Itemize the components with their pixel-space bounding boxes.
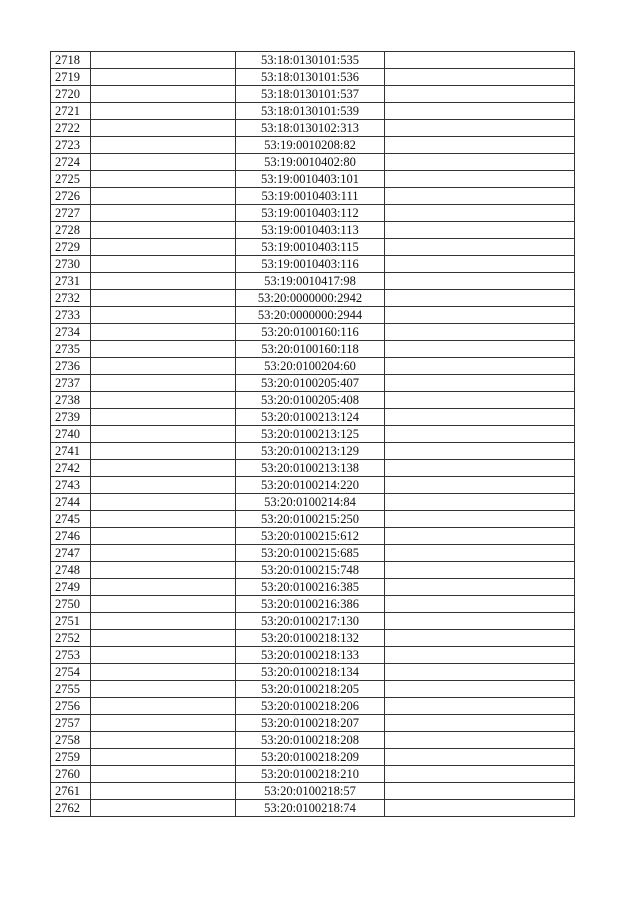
cadastral-number-cell: 53:20:0100218:57: [236, 783, 385, 800]
row-number-cell: 2721: [51, 103, 91, 120]
empty-cell: [91, 749, 236, 766]
cadastral-number-cell: 53:20:0100215:612: [236, 528, 385, 545]
empty-cell: [385, 494, 575, 511]
table-row: [51, 698, 575, 715]
empty-cell: [91, 273, 236, 290]
cadastral-number-cell: 53:19:0010403:112: [236, 205, 385, 222]
cadastral-number-cell: 53:19:0010417:98: [236, 273, 385, 290]
cadastral-number-cell: 53:20:0100218:207: [236, 715, 385, 732]
row-number-cell: 2740: [51, 426, 91, 443]
empty-cell: [91, 579, 236, 596]
empty-cell: [385, 103, 575, 120]
cadastral-number-cell: 53:20:0100213:125: [236, 426, 385, 443]
cadastral-number-cell: 53:20:0100218:210: [236, 766, 385, 783]
table-row: [51, 358, 575, 375]
empty-cell: [385, 409, 575, 426]
cadastral-number-cell: 53:20:0100216:386: [236, 596, 385, 613]
empty-cell: [385, 562, 575, 579]
row-number-cell: 2754: [51, 664, 91, 681]
row-number-cell: 2743: [51, 477, 91, 494]
row-number-cell: 2735: [51, 341, 91, 358]
empty-cell: [91, 307, 236, 324]
row-number-cell: 2737: [51, 375, 91, 392]
cadastral-number-cell: 53:20:0100213:129: [236, 443, 385, 460]
row-number-cell: 2728: [51, 222, 91, 239]
cadastral-number-cell: 53:20:0100218:209: [236, 749, 385, 766]
empty-cell: [385, 290, 575, 307]
table-row: [51, 392, 575, 409]
row-number-cell: 2757: [51, 715, 91, 732]
empty-cell: [91, 154, 236, 171]
table-row: [51, 494, 575, 511]
table-row: [51, 545, 575, 562]
table-row: [51, 137, 575, 154]
cadastral-number-cell: 53:19:0010403:111: [236, 188, 385, 205]
row-number-cell: 2741: [51, 443, 91, 460]
empty-cell: [385, 307, 575, 324]
table-row: [51, 596, 575, 613]
cadastral-number-cell: 53:20:0100214:220: [236, 477, 385, 494]
empty-cell: [91, 783, 236, 800]
empty-cell: [91, 188, 236, 205]
table-row: [51, 188, 575, 205]
empty-cell: [91, 562, 236, 579]
empty-cell: [91, 613, 236, 630]
table-row: [51, 324, 575, 341]
empty-cell: [385, 69, 575, 86]
table-row: [51, 477, 575, 494]
empty-cell: [91, 205, 236, 222]
empty-cell: [385, 766, 575, 783]
empty-cell: [91, 630, 236, 647]
table-row: [51, 664, 575, 681]
cadastral-number-cell: 53:19:0010402:80: [236, 154, 385, 171]
cadastral-number-cell: 53:20:0100160:116: [236, 324, 385, 341]
cadastral-number-cell: 53:18:0130101:537: [236, 86, 385, 103]
row-number-cell: 2746: [51, 528, 91, 545]
empty-cell: [91, 120, 236, 137]
table-row: [51, 86, 575, 103]
cadastral-number-cell: 53:20:0100217:130: [236, 613, 385, 630]
table-row: [51, 715, 575, 732]
row-number-cell: 2755: [51, 681, 91, 698]
cadastral-number-cell: 53:20:0100214:84: [236, 494, 385, 511]
empty-cell: [91, 290, 236, 307]
empty-cell: [385, 749, 575, 766]
cadastral-number-cell: 53:19:0010403:116: [236, 256, 385, 273]
empty-cell: [385, 596, 575, 613]
table-row: [51, 171, 575, 188]
empty-cell: [385, 86, 575, 103]
row-number-cell: 2722: [51, 120, 91, 137]
row-number-cell: 2761: [51, 783, 91, 800]
empty-cell: [385, 188, 575, 205]
row-number-cell: 2718: [51, 52, 91, 69]
table-row: [51, 732, 575, 749]
table-row: [51, 239, 575, 256]
table-row: [51, 647, 575, 664]
empty-cell: [385, 732, 575, 749]
cadastral-number-cell: 53:19:0010403:115: [236, 239, 385, 256]
empty-cell: [91, 171, 236, 188]
empty-cell: [385, 205, 575, 222]
empty-cell: [91, 596, 236, 613]
row-number-cell: 2734: [51, 324, 91, 341]
cadastral-number-cell: 53:18:0130101:535: [236, 52, 385, 69]
cadastral-number-cell: 53:20:0000000:2942: [236, 290, 385, 307]
empty-cell: [385, 324, 575, 341]
empty-cell: [91, 52, 236, 69]
empty-cell: [91, 256, 236, 273]
cadastral-number-cell: 53:20:0100205:407: [236, 375, 385, 392]
empty-cell: [385, 545, 575, 562]
table-row: [51, 120, 575, 137]
cadastral-number-cell: 53:20:0100204:60: [236, 358, 385, 375]
empty-cell: [91, 528, 236, 545]
empty-cell: [385, 715, 575, 732]
row-number-cell: 2751: [51, 613, 91, 630]
cadastral-number-cell: 53:20:0100218:74: [236, 800, 385, 817]
cadastral-number-cell: 53:20:0100218:133: [236, 647, 385, 664]
row-number-cell: 2726: [51, 188, 91, 205]
empty-cell: [91, 426, 236, 443]
empty-cell: [385, 52, 575, 69]
empty-cell: [91, 698, 236, 715]
row-number-cell: 2758: [51, 732, 91, 749]
table-row: [51, 511, 575, 528]
table-row: [51, 800, 575, 817]
table-row: [51, 426, 575, 443]
row-number-cell: 2753: [51, 647, 91, 664]
empty-cell: [91, 69, 236, 86]
empty-cell: [385, 647, 575, 664]
empty-cell: [91, 341, 236, 358]
row-number-cell: 2759: [51, 749, 91, 766]
empty-cell: [385, 664, 575, 681]
table-row: [51, 749, 575, 766]
row-number-cell: 2750: [51, 596, 91, 613]
empty-cell: [385, 171, 575, 188]
row-number-cell: 2732: [51, 290, 91, 307]
cadastral-number-cell: 53:18:0130101:536: [236, 69, 385, 86]
cadastral-number-cell: 53:20:0100215:748: [236, 562, 385, 579]
table-row: [51, 69, 575, 86]
cadastral-number-cell: 53:20:0100215:685: [236, 545, 385, 562]
empty-cell: [91, 732, 236, 749]
empty-cell: [91, 103, 236, 120]
empty-cell: [385, 579, 575, 596]
empty-cell: [91, 375, 236, 392]
empty-cell: [385, 222, 575, 239]
row-number-cell: 2723: [51, 137, 91, 154]
row-number-cell: 2730: [51, 256, 91, 273]
table-row: [51, 205, 575, 222]
row-number-cell: 2745: [51, 511, 91, 528]
cadastral-number-cell: 53:18:0130101:539: [236, 103, 385, 120]
table-row: [51, 307, 575, 324]
empty-cell: [385, 443, 575, 460]
row-number-cell: 2725: [51, 171, 91, 188]
cadastral-number-cell: 53:18:0130102:313: [236, 120, 385, 137]
table-row: [51, 222, 575, 239]
row-number-cell: 2752: [51, 630, 91, 647]
empty-cell: [91, 511, 236, 528]
table-row: [51, 154, 575, 171]
empty-cell: [385, 477, 575, 494]
empty-cell: [385, 358, 575, 375]
empty-cell: [385, 137, 575, 154]
empty-cell: [91, 443, 236, 460]
table-row: [51, 375, 575, 392]
empty-cell: [385, 341, 575, 358]
empty-cell: [91, 647, 236, 664]
empty-cell: [91, 715, 236, 732]
empty-cell: [91, 137, 236, 154]
row-number-cell: 2719: [51, 69, 91, 86]
row-number-cell: 2720: [51, 86, 91, 103]
empty-cell: [91, 392, 236, 409]
empty-cell: [385, 783, 575, 800]
empty-cell: [385, 613, 575, 630]
table-row: [51, 681, 575, 698]
cadastral-number-cell: 53:20:0100205:408: [236, 392, 385, 409]
empty-cell: [91, 222, 236, 239]
row-number-cell: 2744: [51, 494, 91, 511]
empty-cell: [91, 681, 236, 698]
table-row: [51, 528, 575, 545]
empty-cell: [385, 511, 575, 528]
empty-cell: [91, 239, 236, 256]
row-number-cell: 2736: [51, 358, 91, 375]
empty-cell: [91, 409, 236, 426]
table-row: [51, 443, 575, 460]
cadastral-number-cell: 53:20:0000000:2944: [236, 307, 385, 324]
row-number-cell: 2731: [51, 273, 91, 290]
cadastral-number-cell: 53:20:0100218:206: [236, 698, 385, 715]
table-row: [51, 103, 575, 120]
cadastral-number-cell: 53:20:0100216:385: [236, 579, 385, 596]
empty-cell: [91, 664, 236, 681]
table-row: [51, 766, 575, 783]
empty-cell: [91, 86, 236, 103]
empty-cell: [385, 375, 575, 392]
row-number-cell: 2724: [51, 154, 91, 171]
table-body: [51, 52, 575, 817]
empty-cell: [91, 494, 236, 511]
row-number-cell: 2749: [51, 579, 91, 596]
cadastral-number-cell: 53:20:0100218:134: [236, 664, 385, 681]
row-number-cell: 2729: [51, 239, 91, 256]
empty-cell: [91, 477, 236, 494]
cadastral-registry-table: [50, 51, 575, 817]
empty-cell: [385, 256, 575, 273]
empty-cell: [91, 460, 236, 477]
cadastral-number-cell: 53:20:0100218:205: [236, 681, 385, 698]
table-row: [51, 613, 575, 630]
empty-cell: [91, 766, 236, 783]
row-number-cell: 2756: [51, 698, 91, 715]
empty-cell: [91, 358, 236, 375]
cadastral-number-cell: 53:19:0010403:113: [236, 222, 385, 239]
empty-cell: [385, 800, 575, 817]
empty-cell: [385, 681, 575, 698]
cadastral-number-cell: 53:20:0100213:138: [236, 460, 385, 477]
table-row: [51, 579, 575, 596]
row-number-cell: 2739: [51, 409, 91, 426]
table-row: [51, 409, 575, 426]
row-number-cell: 2742: [51, 460, 91, 477]
cadastral-number-cell: 53:20:0100213:124: [236, 409, 385, 426]
row-number-cell: 2748: [51, 562, 91, 579]
table-row: [51, 290, 575, 307]
row-number-cell: 2727: [51, 205, 91, 222]
cadastral-number-cell: 53:20:0100160:118: [236, 341, 385, 358]
table-row: [51, 52, 575, 69]
cadastral-number-cell: 53:19:0010208:82: [236, 137, 385, 154]
table-row: [51, 562, 575, 579]
table-row: [51, 460, 575, 477]
empty-cell: [385, 154, 575, 171]
empty-cell: [385, 698, 575, 715]
cadastral-number-cell: 53:20:0100218:208: [236, 732, 385, 749]
empty-cell: [385, 460, 575, 477]
empty-cell: [385, 392, 575, 409]
empty-cell: [91, 324, 236, 341]
cadastral-number-cell: 53:20:0100218:132: [236, 630, 385, 647]
table-row: [51, 341, 575, 358]
empty-cell: [385, 426, 575, 443]
table-row: [51, 256, 575, 273]
empty-cell: [91, 545, 236, 562]
table-row: [51, 273, 575, 290]
cadastral-number-cell: 53:20:0100215:250: [236, 511, 385, 528]
table-row: [51, 783, 575, 800]
row-number-cell: 2762: [51, 800, 91, 817]
row-number-cell: 2760: [51, 766, 91, 783]
empty-cell: [385, 273, 575, 290]
empty-cell: [385, 528, 575, 545]
empty-cell: [385, 239, 575, 256]
empty-cell: [385, 120, 575, 137]
row-number-cell: 2747: [51, 545, 91, 562]
row-number-cell: 2738: [51, 392, 91, 409]
empty-cell: [385, 630, 575, 647]
row-number-cell: 2733: [51, 307, 91, 324]
table-row: [51, 630, 575, 647]
cadastral-number-cell: 53:19:0010403:101: [236, 171, 385, 188]
empty-cell: [91, 800, 236, 817]
